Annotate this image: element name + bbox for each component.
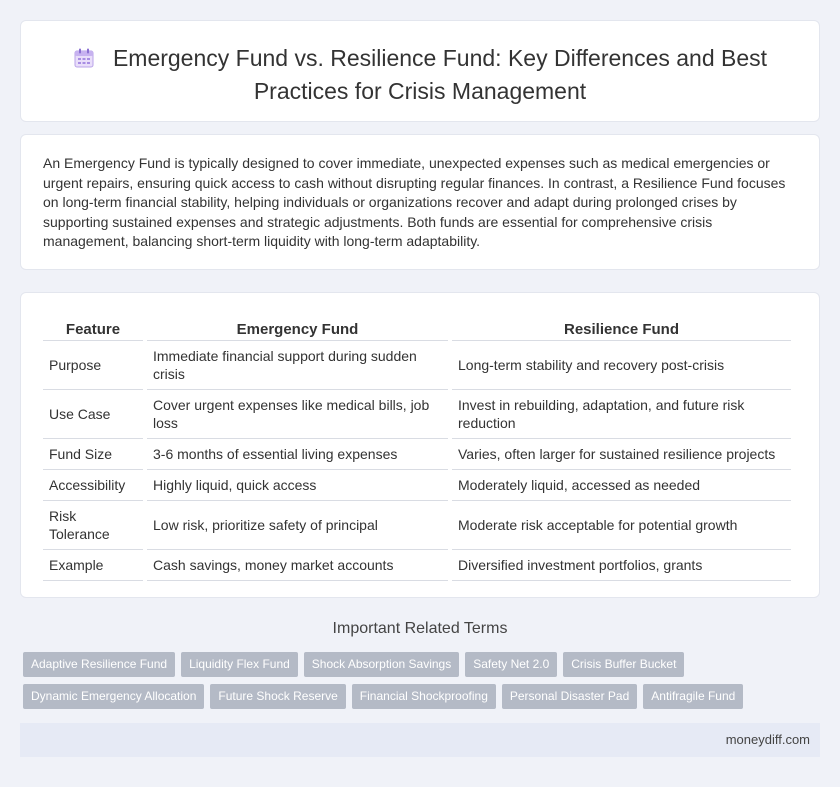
cell-feature: Fund Size (43, 439, 143, 470)
cell-emergency: 3-6 months of essential living expenses (147, 439, 448, 470)
title-line-1: Emergency Fund vs. Resilience Fund: Key Differences and Best (112, 45, 768, 71)
page-title (21, 43, 819, 106)
header-emergency-fund: Emergency Fund (147, 311, 448, 341)
intro-card (20, 134, 820, 270)
tag-financial-shockproofing[interactable]: Financial Shockproofing (352, 684, 496, 709)
intro-text: An Emergency Fund is typically designed to cover immediate, unexpected expenses such as medical emergencies or urgent repairs, ensuring quick access to cash without disrupting regular finances. In contrast, a Resilience Fund focuses on long-term financial stability, helping individuals or organizations recover and adapt during prolonged crises by supporting sustained expenses and strategic adjustments. Both funds are essential for comprehensive crisis management, balancing short-term liquidity with long-term adaptability. (43, 155, 786, 249)
comparison-table (39, 311, 795, 581)
cell-emergency: Immediate financial support during sudden crisis (147, 341, 448, 390)
cell-feature: Use Case (43, 390, 143, 439)
tag-safety-net-2[interactable]: Safety Net 2.0 (465, 652, 557, 677)
cell-resilience: Diversified investment portfolios, grants (452, 550, 791, 581)
cell-feature: Accessibility (43, 470, 143, 501)
cell-emergency: Cash savings, money market accounts (147, 550, 448, 581)
tag-liquidity-flex-fund[interactable]: Liquidity Flex Fund (181, 652, 298, 677)
tag-shock-absorption-savings[interactable]: Shock Absorption Savings (304, 652, 459, 677)
tag-crisis-buffer-bucket[interactable]: Crisis Buffer Bucket (563, 652, 684, 677)
table-row (43, 501, 791, 550)
tag-adaptive-resilience-fund[interactable]: Adaptive Resilience Fund (23, 652, 175, 677)
tag-personal-disaster-pad[interactable]: Personal Disaster Pad (502, 684, 637, 709)
cell-feature: Risk Tolerance (43, 501, 143, 550)
table-header-row (43, 311, 791, 341)
cell-emergency: Low risk, prioritize safety of principal (147, 501, 448, 550)
tag-antifragile-fund[interactable]: Antifragile Fund (643, 684, 743, 709)
table-row (43, 550, 791, 581)
table-row (43, 439, 791, 470)
header-resilience-fund: Resilience Fund (452, 311, 791, 341)
cell-resilience: Long-term stability and recovery post-crisis (452, 341, 791, 390)
cell-resilience: Invest in rebuilding, adaptation, and future risk reduction (452, 390, 791, 439)
cell-emergency: Cover urgent expenses like medical bills, job loss (147, 390, 448, 439)
calendar-icon (73, 46, 95, 76)
comparison-table-card (20, 292, 820, 598)
tag-dynamic-emergency-allocation[interactable]: Dynamic Emergency Allocation (23, 684, 204, 709)
footer (20, 723, 820, 757)
tag-future-shock-reserve[interactable]: Future Shock Reserve (210, 684, 345, 709)
header-feature: Feature (43, 311, 143, 341)
footer-site[interactable]: moneydiff.com (725, 732, 810, 747)
table-row (43, 470, 791, 501)
related-tags-row-1 (23, 652, 823, 677)
title-line-2: Practices for Crisis Management (253, 78, 587, 104)
table-row (43, 341, 791, 390)
header-card (20, 20, 820, 122)
cell-resilience: Moderate risk acceptable for potential growth (452, 501, 791, 550)
table-row (43, 390, 791, 439)
related-terms-heading: Important Related Terms (332, 620, 508, 637)
related-tags-row-2 (23, 684, 823, 709)
cell-emergency: Highly liquid, quick access (147, 470, 448, 501)
cell-resilience: Varies, often larger for sustained resilience projects (452, 439, 791, 470)
cell-resilience: Moderately liquid, accessed as needed (452, 470, 791, 501)
cell-feature: Purpose (43, 341, 143, 390)
cell-feature: Example (43, 550, 143, 581)
